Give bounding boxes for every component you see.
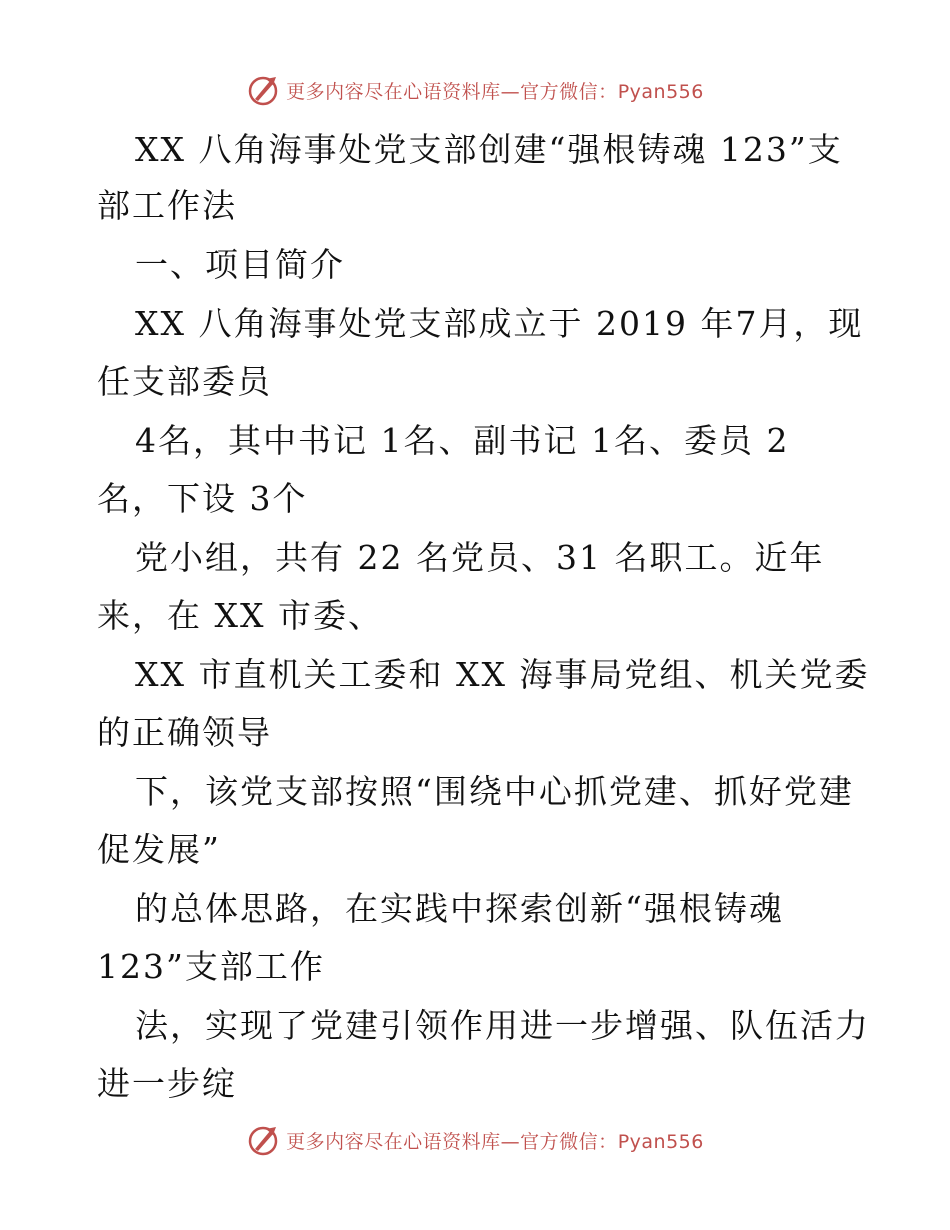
section-heading: 一、项目简介 <box>135 245 345 284</box>
text-line: 任支部委员 <box>97 362 272 401</box>
banner-separator: — <box>500 80 521 103</box>
text-line: 4名，其中书记 1名、副书记 1名、委员 2 <box>135 421 790 460</box>
banner-wechat-id: Pyan556 <box>617 1130 704 1153</box>
text-line: XX 市直机关工委和 XX 海事局党组、机关党委 <box>135 655 870 694</box>
banner-separator: — <box>500 1130 521 1153</box>
text-line: 123”支部工作 <box>97 947 325 986</box>
banner-wechat-label: 官方微信： <box>520 1130 618 1153</box>
banner-text <box>286 1127 704 1154</box>
text-line: 促发展” <box>97 830 221 869</box>
banner-wechat-label: 官方微信： <box>520 80 618 103</box>
banner-slogan: 更多内容尽在心语资料库 <box>286 1130 501 1153</box>
text-line: 的正确领导 <box>97 713 272 752</box>
text-line: 法，实现了党建引领作用进一步增强、队伍活力 <box>135 1006 870 1045</box>
text-line: 进一步绽 <box>97 1064 237 1103</box>
quill-logo-icon <box>246 73 280 107</box>
text-line: XX 八角海事处党支部成立于 2019 年7月，现 <box>135 304 864 343</box>
text-line: 来，在 XX 市委、 <box>97 596 383 635</box>
text-line: 党小组，共有 22 名党员、31 名职工。近年 <box>135 538 825 577</box>
quill-logo-icon <box>246 1123 280 1157</box>
banner-slogan: 更多内容尽在心语资料库 <box>286 80 501 103</box>
text-line: 部工作法 <box>97 186 237 225</box>
banner-text <box>286 77 704 104</box>
text-line: 下，该党支部按照“围绕中心抓党建、抓好党建 <box>135 772 854 811</box>
text-line: 名，下设 3个 <box>97 479 308 518</box>
text-line: XX 八角海事处党支部创建“强根铸魂 123”支 <box>135 130 843 169</box>
text-line: 的总体思路，在实践中探索创新“强根铸魂 <box>135 889 784 928</box>
footer-banner <box>0 1120 950 1160</box>
header-banner <box>0 70 950 110</box>
banner-wechat-id: Pyan556 <box>617 80 704 103</box>
